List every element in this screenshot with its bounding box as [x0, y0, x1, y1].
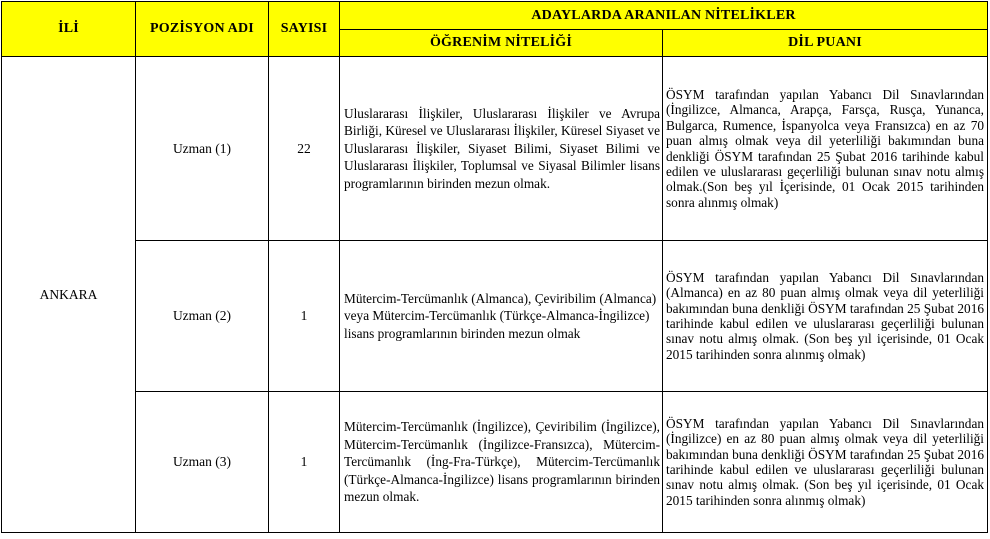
table-row	[2, 241, 988, 392]
language-text: ÖSYM tarafından yapılan Yabancı Dil Sınavlarından (Almanca) en az 80 puan almış olmak veya dil yeterliliği bakımından buna denkliği ÖSYM tarafından 25 Şubat 2016 tarihinde kabul edilen ve uluslararası geçerliliği bulunan sınav notu almış olmak. (Son beş yıl içerisinde, 01 Ocak 2015 tarihinden sonra alınmış olmak)	[666, 269, 984, 362]
language-cell	[663, 241, 988, 392]
position-cell: Uzman (2)	[136, 241, 269, 392]
city-cell: ANKARA	[2, 57, 136, 533]
education-cell	[340, 241, 663, 392]
position-cell: Uzman (1)	[136, 57, 269, 241]
position-cell: Uzman (3)	[136, 392, 269, 533]
header-language: DİL PUANI	[663, 30, 988, 57]
count-cell: 1	[269, 392, 340, 533]
requirements-table	[1, 1, 988, 533]
header-city: İLİ	[2, 2, 136, 57]
education-text: Mütercim-Tercümanlık (İngilizce), Çeviribilim (İngilizce), Mütercim-Tercümanlık (İngilizce-Fransızca), Mütercim-Tercümanlık (İng-Fra-Türkçe), Mütercim-Tercümanlık (Türkçe-Almanca-İngilizce) lisans programlarının birinden mezun olmak.	[344, 419, 660, 505]
education-text: Uluslararası İlişkiler, Uluslararası İlişkiler ve Avrupa Birliği, Küresel ve Uluslararası İlişkiler, Küresel Siyaset ve Uluslararası İlişkiler, Siyaset Bilimi, Siyaset Bilimi ve Uluslararası İlişkiler, Toplumsal ve Siyasal Bilimler lisans programlarının birinden mezun olmak.	[344, 105, 660, 191]
table-row	[2, 392, 988, 533]
language-cell	[663, 392, 988, 533]
table-row	[2, 57, 988, 241]
header-count: SAYISI	[269, 2, 340, 57]
header-qualifications: ADAYLARDA ARANILAN NİTELİKLER	[340, 2, 988, 30]
count-cell: 22	[269, 57, 340, 241]
education-text: Mütercim-Tercümanlık (Almanca), Çeviribilim (Almanca) veya Mütercim-Tercümanlık (Türkçe-Almanca-İngilizce) lisans programlarının birinden mezun olmak	[344, 290, 657, 341]
header-education: ÖĞRENİM NİTELİĞİ	[340, 30, 663, 57]
education-cell	[340, 57, 663, 241]
count-cell: 1	[269, 241, 340, 392]
language-text: ÖSYM tarafından yapılan Yabancı Dil Sınavlarından (İngilizce) en az 80 puan almış olmak veya dil yeterliliği bakımından buna denkliği ÖSYM tarafından 25 Şubat 2016 tarihinde kabul edilen ve uluslararası geçerliliği bulunan sınav notu almış olmak. (Son beş yıl içerisinde, 01 Ocak 2015 tarihinden sonra alınmış olmak)	[666, 415, 984, 508]
header-position: POZİSYON ADI	[136, 2, 269, 57]
language-cell	[663, 57, 988, 241]
education-cell	[340, 392, 663, 533]
language-text: ÖSYM tarafından yapılan Yabancı Dil Sınavlarından (İngilizce, Almanca, Arapça, Farsça, Rusça, Yunanca, Bulgarca, Rumence, İspanyolca veya Fransızca) en az 70 puan almış olmak veya dil yeterliliği bakımından buna denkliği ÖSYM tarafından 25 Şubat 2016 tarihinde kabul edilen ve uluslararası geçerliliği bulunan sınav notu almış olmak.(Son beş yıl İçerisinde, 01 Ocak 2015 tarihinden sonra alınmış olmak)	[666, 86, 984, 210]
